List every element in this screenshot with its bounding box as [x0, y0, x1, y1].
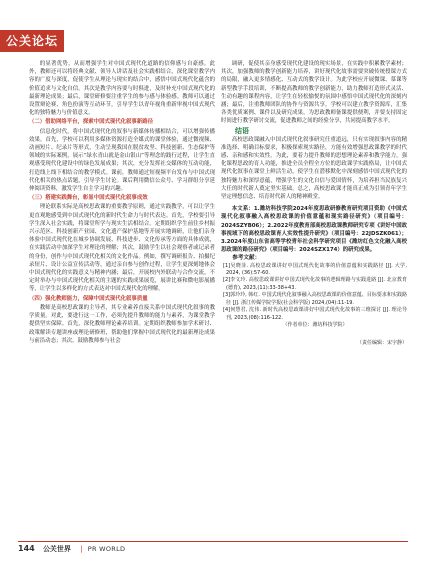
right-column — [221, 60, 407, 348]
section-heading: （三）搭建实践舞台，彰显中国式现代化叙事成效 — [29, 195, 148, 202]
body-paragraph: 信息化时代，将中国式现代化的叙事与新媒体传播相结合，可以增强传播效果。首先，学校可以利用多媒体资源打造全媒式的课堂体验，通过微视频、动画短片、纪录片等形式，生动呈现我国在脱贫攻坚、科技创新、生态保护等领域的实际案例，展示“绿水青山就是金山银山”等理念的践行过程，让学生直观感受现代化建设中的绿色发展成果；其次，充分发挥社交媒体的互动功能，打造线上线下相结合的教学模式。课前，教师通过短视频平台发布与中国式现代化相关的热点话题，引导学生讨论。课后利用微信公众号、学习群组分享延伸阅读资料，激发学生自主学习的兴趣。 — [29, 128, 215, 193]
left-column — [29, 60, 215, 345]
funding-note: 本文系：1.潍坊科技学院2024年度思政研修教育研究项目资助《中国式现代化叙事融入高校思政课的价值意蕴和现实路径研究》（项目编号：2024SZYB06）；2.2022年度教育部高校思政课教师研究专项《讲好中国故事视域下的高校思政课育人实效性提升研究》（项目编号：22JDSZK061）；3.2024年度山东省高等学校青年社会科学研究项目《潍坊红色文化融入高校思政课的路径研究》（项目编号：2024SZX174）的研究成果。 — [221, 206, 407, 254]
footer-separator: | — [80, 545, 83, 553]
body-paragraph: 的显著优势，从而增强学生对中国式现代化道路的信仰感与自豪感。此外，教师还可以将经典文献、领导人讲话及社会实践相结合，深化课堂教学内容的广度与深度，促使学生从理论与现实的结合中，感悟中国式现代化蕴含的价值追求与文化自信。其次是教学内容要与时俱进，及时补充中国式现代化的最新理论成果；最后，课堂研修要注重学生的参与感与体验感。教师可以通过设置辩论赛、角色扮演等互动环节，引导学生以青年视角重新审视中国式现代化的独特魅力与价值意义。 — [29, 61, 215, 117]
reference-item: [1]吴晓菲. 高校思政课讲好中国式现代化故事的价值意蕴和实践路径 [J]. 大学, 2024, (36):57-60. — [223, 262, 407, 277]
page-footer — [18, 541, 408, 556]
conclusion-title: 结语 — [235, 126, 249, 135]
body-paragraph: 调研，促使其亲身感受现代化建设的现实场景，在实践中积累教学素材；其次，加强教师的教学创新能力培养，讲好现代化故事需要突破传统授课方式的局限，融入更多情感化、互动式的教学设计。为此学校应开展微课、慕课等新型教学手段培训，不断提高教师的教学创新能力，助力教师打造形式灵活、生动有趣的课程内容，让学生在轻松愉悦的氛围中感悟中国式现代化的深刻内涵；最后，注重教师团队的协作与资源共享。学校可以建立教学资源库，汇集各类优质案例、课件以及研究成果，为思政教师备课提供便利，并要支持固定时间进行教学研讨交流，促进教师之间的经验分享，共同提高教学水平。 — [221, 61, 407, 125]
magazine-english-name: PR WORLD — [87, 545, 126, 553]
body-paragraph: 理论联系实际是高校思政课的重要教学原则，通过实践教学，可以让学生更直观地感受到中国式现代化的新时代生命力与时代表达。首先，学校要引导学生深入社会实践，将课堂所学与现实生活相结合。定期组织学生前往乡村振兴示范区、科技创新产业园、文化遗产保护基地等开展实地调研，让他们亲身体验中国式现代化在城乡协调发展、科技进步、文化传承等方面的具体成就，在实践活动中加深学生对理论的理解；其次，鼓励学生以社会观察者或记录者的身份，创作与中国式现代化相关的文化作品。例如，撰写调研报告、拍摄纪录短片、设计公益宣传活动等，通过亲自参与创作过程，让学生更深刻地体会中国式现代化的实践意义与精神内涵；最后，开展校内外联动与合作交流，不定时举办与中国式现代化相关的主题的实践成果展览，展讲比赛和微电影展播等，让学生以多样化的方式表达对中国式现代化的理解。 — [29, 204, 215, 293]
references-title: 参考文献： — [232, 255, 261, 262]
body-paragraph: 高校思政课融入中国式现代化叙事研究任重道远，只有实现叙事内容的精准选择、明确目标要求，积极探索现实路径，方能有效增强思政课教学的时代感、亲和感和实效性。为此，要着力提升教师的思想理论素养和教学能力，强化课程思政的育人功能，推进全员全程全方位的思政课学实践格局，让中国式现代化叙事在课堂上鲜活生动，使学生在潜移默化中深刻感悟中国式现代化的独特魅力和深厚意蕴，增强学生的文化自信与爱国情怀，为培养担当民族复兴大任的时代新人奠定坚实基础。总之，高校思政课才能真正成为引领青年学生坚定理想信念、培育时代新人的精神殿堂。 — [221, 136, 407, 201]
section-tag: 公关论坛 — [0, 30, 64, 52]
responsible-editor: （责任编辑：宋宇静） — [356, 340, 407, 347]
body-paragraph: 教师是高校思政课的主导者，其专业素养直接关系中国式现代化叙事的教学质量。对此，要进行这一工作，必须先提升教师的能力与素养，为课堂教学提供坚实保障。首先，深化教师理论素养培训。定期组织教师参加学术研讨、政策解读专题讲座或理论研修班，帮助他们掌握中国式现代化的最新理论成果与前沿动态；其次，鼓励教师参与社会 — [29, 304, 215, 344]
author-affiliation: （作者单位：潍坊科技学院） — [282, 321, 348, 328]
magazine-name: 公关世界 — [42, 545, 71, 553]
section-heading: （二）借助网络平台，探索中国式现代化叙事新路径 — [29, 119, 153, 126]
reference-item: [3]郭玲玲, 韩红. 中国式现代化叙事融入高校思政课的价值意蕴、目标要求和实践路径 [J]. 浙江传媒学院学报(社会科学版) 2024,(04):11-19. — [223, 292, 407, 306]
reference-item: [4]何慧君, 沈伟. 新时代高校思政课讲好中国式现代化故事的三维探讨 [J]. 理论导刊, 2023,(08):116-122. — [223, 307, 407, 321]
reference-item: [2]李文玲. 高校思政课讲好中国式现代化故事的逻辑理路与实践进路 [J]. 北京教育(德育), 2023,(11):33-38+43. — [223, 277, 407, 291]
section-heading: （四）强化教师能力，保障中国式现代化叙事质量 — [29, 295, 148, 302]
page-number: 144 — [18, 544, 35, 553]
